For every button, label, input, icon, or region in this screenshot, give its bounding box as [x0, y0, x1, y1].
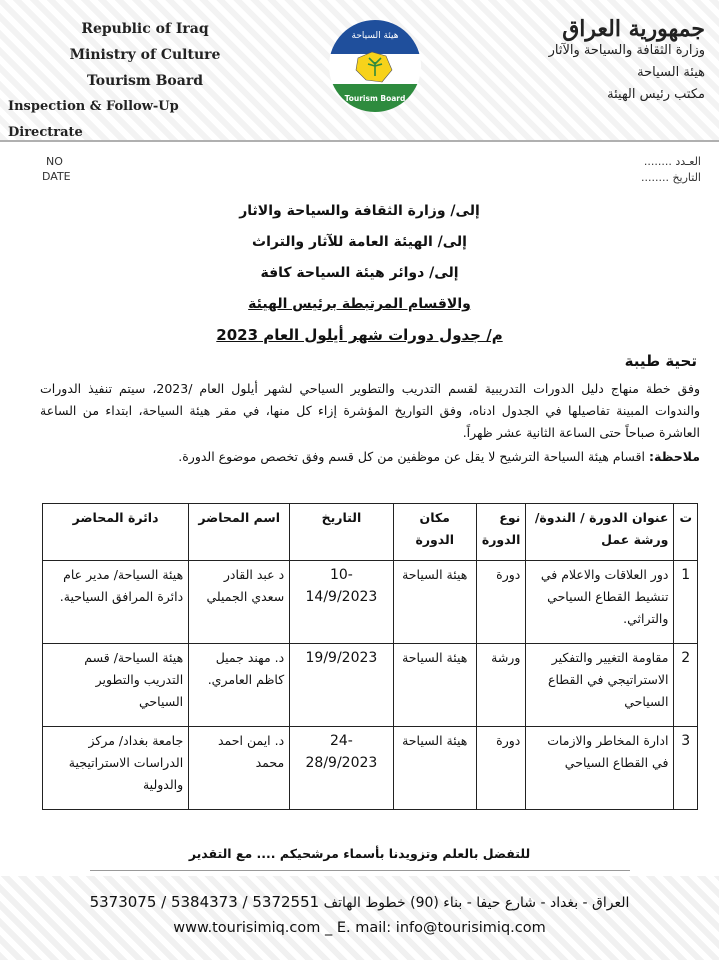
cell-place: هيئة السياحة: [393, 644, 476, 727]
date-label: DATE: [42, 170, 71, 183]
ar-line-office: مكتب رئيس الهيئة: [607, 87, 705, 102]
cell-index: 3: [674, 727, 698, 810]
table-row: [43, 644, 698, 727]
ref-english: [42, 154, 71, 184]
greeting: تحية طيبة: [624, 352, 697, 370]
cell-department: جامعة بغداد/ مركز الدراسات الاستراتيجية والدولية: [43, 727, 189, 810]
ar-line-ministry: وزارة الثقافة والسياحة والآثار: [548, 43, 705, 58]
header-department: دائرة المحاضر: [43, 504, 189, 561]
cell-type: دورة: [476, 561, 526, 644]
cell-title: ادارة المخاطر والازمات في القطاع السياحي: [526, 727, 674, 810]
cell-place: هيئة السياحة: [393, 561, 476, 644]
recipient-line: إلى/ الهيئة العامة للآثار والتراث: [252, 234, 467, 250]
cell-department: هيئة السياحة/ قسم التدريب والتطوير السياحي: [43, 644, 189, 727]
table-header-row: [43, 504, 698, 561]
cell-type: ورشة: [476, 644, 526, 727]
body-paragraph: وفق خطة منهاج دليل الدورات التدريبية لقسم التدريب والتطوير السياحي لشهر أيلول العام /2023، سيتم تنفيذ الدورات والندوات المبينة تفاصيلها في الجدول ادناه، وفق التواريخ المؤشرة إزاء كل منها، في مقر هيئة السياحة، ابتداء من الساعة العاشرة صباحاً حتى الساعة الثانية عشر ظهراً.: [40, 381, 701, 440]
header-place: مكان الدورة: [393, 504, 476, 561]
ar-no-label: العـدد ........: [643, 155, 701, 168]
cell-date: 24-28/9/2023: [290, 727, 393, 810]
ref-arabic: [641, 154, 701, 186]
letterhead-arabic: [505, 18, 705, 106]
closing-line: للتفضل بالعلم وتزويدنا بأسماء مرشحيكم .... مع التقدير: [188, 846, 531, 861]
tourism-board-logo: [320, 18, 430, 114]
closing-divider: [90, 870, 630, 871]
no-label: NO: [46, 155, 63, 168]
header-title: عنوان الدورة / الندوة/ ورشة عمل: [526, 504, 674, 561]
en-line-board: Tourism Board: [87, 73, 203, 89]
footer-address: [0, 893, 719, 911]
note: [40, 446, 700, 468]
cell-title: دور العلاقات والاعلام في تنشيط القطاع السياحي والتراثي.: [526, 561, 674, 644]
cell-title: مقاومة التغيير والتفكير الاستراتيجي في القطاع السياحي: [526, 644, 674, 727]
table-row: [43, 561, 698, 644]
logo-bottom-text: Tourism Board: [344, 94, 406, 103]
en-line-ministry: Ministry of Culture: [69, 47, 221, 63]
table-row: [43, 727, 698, 810]
footer-web-email: www.tourisimiq.com _ E. mail: info@tourisimiq.com: [173, 920, 546, 936]
ar-line-country: جمهورية العراق: [562, 16, 705, 42]
cell-place: هيئة السياحة: [393, 727, 476, 810]
en-line-country: Republic of Iraq: [81, 21, 209, 37]
cell-date: 19/9/2023: [290, 644, 393, 727]
recipient-line: والاقسام المرتبطة برئيس الهيئة: [248, 296, 471, 312]
recipient-line: إلى/ وزارة الثقافة والسياحة والاثار: [239, 203, 480, 219]
subject-line: م/ جدول دورات شهر أيلول العام 2023: [216, 326, 503, 344]
header-lecturer: اسم المحاضر: [189, 504, 290, 561]
cell-lecturer: د عبد القادر سعدي الجميلي: [189, 561, 290, 644]
cell-date: 10-14/9/2023: [290, 561, 393, 644]
recipients-block: [0, 196, 719, 351]
cell-index: 2: [674, 644, 698, 727]
phone-numbers: 5373075 / 5384373 / 5372551: [89, 893, 320, 911]
ar-line-board: هيئة السياحة: [637, 65, 705, 80]
cell-department: هيئة السياحة/ مدير عام دائرة المرافق السياحية.: [43, 561, 189, 644]
header-type: نوع الدورة: [476, 504, 526, 561]
address-text: العراق - بغداد - شارع حيفا - بناء (90) خطوط الهاتف: [323, 895, 630, 911]
courses-table: [42, 503, 698, 810]
footer-background: [0, 876, 719, 960]
note-label: ملاحظة:: [649, 449, 700, 464]
en-line-directorate: Inspection & Follow-Up Directrate: [8, 99, 179, 140]
header-date: التاريخ: [290, 504, 393, 561]
header-index: ت: [674, 504, 698, 561]
cell-lecturer: د. ايمن احمد محمد: [189, 727, 290, 810]
letterhead-english: [8, 16, 270, 146]
ar-date-label: التاريخ ........: [640, 171, 701, 184]
cell-lecturer: د. مهند جميل كاظم العامري.: [189, 644, 290, 727]
cell-type: دورة: [476, 727, 526, 810]
recipient-line: إلى/ دوائر هيئة السياحة كافة: [260, 265, 459, 281]
note-text: اقسام هيئة السياحة الترشيح لا يقل عن موظفين من كل قسم وفق تخصص موضوع الدورة.: [178, 449, 646, 464]
logo-top-text: هيئة السياحة: [351, 31, 399, 41]
cell-index: 1: [674, 561, 698, 644]
